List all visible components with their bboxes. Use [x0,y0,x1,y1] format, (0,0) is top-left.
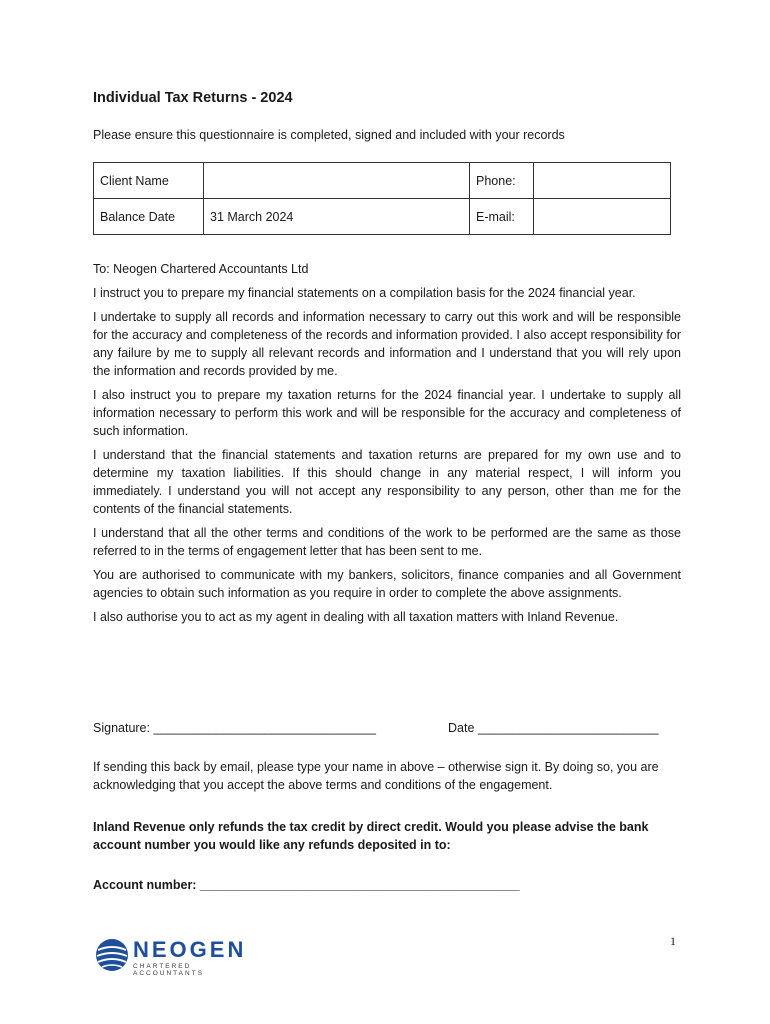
table-row [94,163,671,199]
balance-date-field[interactable]: 31 March 2024 [204,199,470,235]
signature-line[interactable]: Signature: ________________________________ [93,721,376,735]
logo-name: NEOGEN [133,937,247,962]
email-field[interactable] [534,199,671,235]
paragraph: I understand that all the other terms and conditions of the work to be performed are the same as those referred to in the terms of engagement letter that has been sent to me. [93,526,681,558]
neogen-logo [95,936,265,976]
balance-date-label: Balance Date [94,199,204,235]
phone-field[interactable] [534,163,671,199]
letter-body [93,260,681,632]
paragraph: You are authorised to communicate with my bankers, solicitors, finance companies and all Government agencies to obtain such information as you require in order to complete the above assignments. [93,568,681,600]
paragraph: I also authorise you to act as my agent in dealing with all taxation matters with Inland Revenue. [93,610,619,624]
email-label: E-mail: [470,199,534,235]
paragraph: I undertake to supply all records and information necessary to carry out this work and will be responsible for the accuracy and completeness of the records and information provided. I also accept responsibility for any failure by me to supply all relevant records and information and I understand that you will rely upon the information and records provided by me. [93,310,681,378]
addressee: To: Neogen Chartered Accountants Ltd [93,262,309,276]
paragraph: I instruct you to prepare my financial statements on a compilation basis for the 2024 financial year. [93,286,636,300]
intro-text: Please ensure this questionnaire is completed, signed and included with your records [93,128,565,142]
globe-icon [95,938,129,972]
client-name-field[interactable] [204,163,470,199]
phone-label: Phone: [470,163,534,199]
account-number-line[interactable]: Account number: ______________________________________________ [93,878,520,892]
paragraph: I understand that the financial statements and taxation returns are prepared for my own use and to determine my taxation liabilities. If this should change in any material respect, I will inform you immediately. I understand you will not accept any responsibility to any person, other than me for the contents of the financial statements. [93,448,681,516]
page-title: Individual Tax Returns - 2024 [93,90,293,106]
date-line[interactable]: Date __________________________ [448,721,659,735]
table-row [94,199,671,235]
logo-subtitle: CHARTERED ACCOUNTANTS [133,963,204,977]
page-number: 1 [670,934,676,948]
client-name-label: Client Name [94,163,204,199]
paragraph: I also instruct you to prepare my taxation returns for the 2024 financial year. I undertake to supply all information necessary to perform this work and will be responsible for the accuracy and completeness of such information. [93,388,681,438]
email-note: If sending this back by email, please type your name in above – otherwise sign it. By doing so, you are acknowledging that you accept the above terms and conditions of the engagement. [93,760,659,792]
client-info-table [93,162,671,235]
refund-note: Inland Revenue only refunds the tax credit by direct credit. Would you please advise the bank account number you would like any refunds deposited in to: [93,820,649,852]
